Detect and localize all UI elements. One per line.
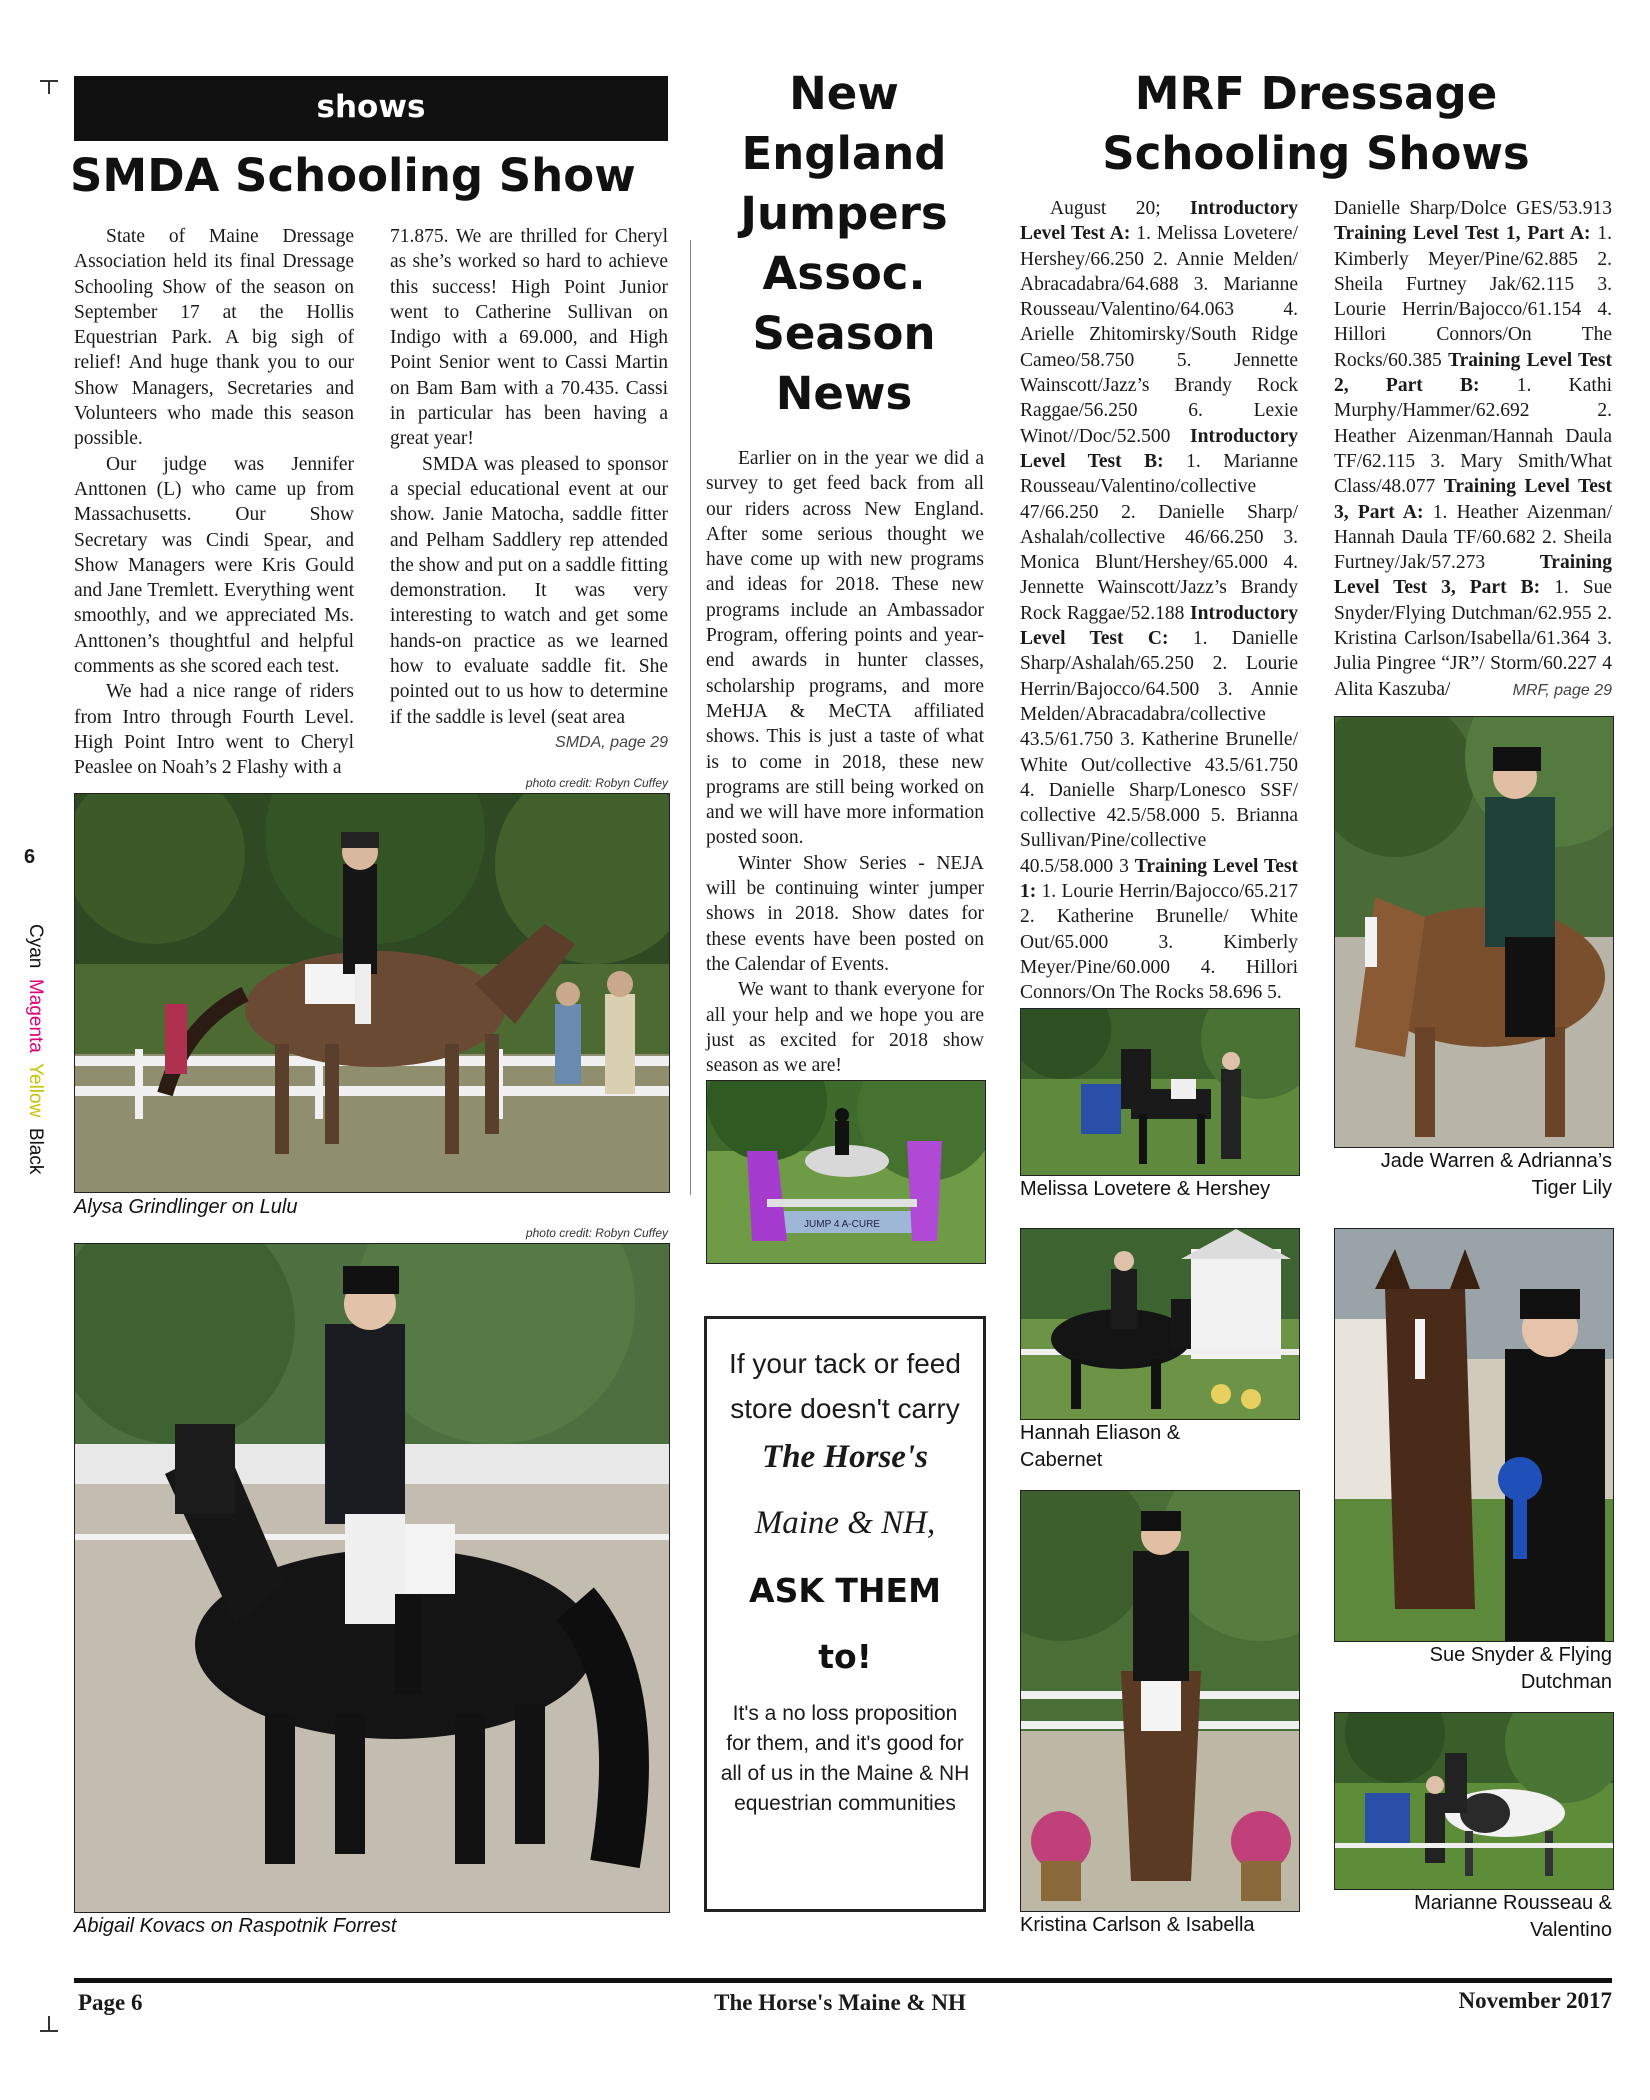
caption-abigail: Abigail Kovacs on Raspotnik Forrest — [74, 1915, 397, 1937]
color-cyan: Cyan — [25, 924, 46, 969]
color-registration-bar — [20, 924, 50, 1210]
caption-melissa: Melissa Lovetere & Hershey — [1020, 1178, 1271, 1200]
jump-sign-text: JUMP 4 A-CURE — [804, 1219, 880, 1230]
color-yellow: Yellow — [25, 1063, 46, 1118]
caption-alysa: Alysa Grindlinger on Lulu — [74, 1196, 298, 1218]
neja-headline-line: Season — [752, 307, 936, 360]
crop-mark-bottom-stem — [48, 2016, 50, 2030]
column-rule — [690, 240, 691, 1195]
section-label: shows — [316, 89, 426, 125]
caption-marianne: Marianne Rousseau & Valentino — [1414, 1892, 1612, 1941]
mrf-column-1 — [1020, 196, 1298, 1006]
ad-title2: Maine & NH, — [754, 1505, 936, 1541]
photo-neja-jump — [706, 1080, 986, 1264]
smda-paragraph: State of Maine Dressage Association held its final Dressage Schooling Show of the season on September 17 at the Hollis Equestrian Park. A big sigh of relief! And huge thank you to our Show Managers, Secretaries and Volunteers who made this season possible. — [74, 226, 354, 450]
ad-to: to! — [818, 1637, 872, 1676]
photo-abigail-raspotnik — [74, 1243, 670, 1913]
mrf-text: 1. Sue Snyder/Flying Dutchman/62.955 2. Kristina Carlson/Isabella/61.364 3. Julia Pingree “JR”/ Storm/60.227 4 Alita Kaszuba/ — [1334, 577, 1612, 700]
caption-hannah: Hannah Eliason & Cabernet — [1020, 1422, 1181, 1471]
neja-headline-line: England — [741, 127, 947, 180]
mrf-text: 1. Danielle Sharp/Ashalah/65.250 2. Lourie Herrin/Bajocco/64.500 3. Annie Melden/Abracadabra/collective 43.5/61.750 3. Katherine Brunelle/ White Out/collective 43.5/61.750 4. Danielle Sharp/Lonesco SSF/ collective 42.5/58.000 5. Brianna Sullivan/Pine/collective 40.5/58.000 3 — [1020, 628, 1298, 877]
footer-rule — [74, 1978, 1612, 1983]
footer-date: November 2017 — [1458, 1988, 1612, 2013]
crop-mark-bottom — [40, 2030, 58, 2032]
side-page-number: 6 — [24, 846, 36, 868]
crop-mark-top-stem — [48, 80, 50, 94]
mrf-headline-line: MRF Dressage — [1134, 67, 1498, 120]
neja-paragraph: Winter Show Series - NEJA will be continuing winter jumper shows in 2018. Show dates for these events have been posted on the Calendar of Events. — [706, 852, 984, 975]
photo-jade-tigerlily — [1334, 716, 1614, 1148]
color-black: Black — [25, 1127, 46, 1175]
neja-headline-line: Jumpers — [740, 187, 948, 240]
smda-headline: SMDA Schooling Show — [70, 149, 636, 202]
tack-store-ad — [704, 1316, 986, 1912]
smda-continued: SMDA, page 29 — [555, 734, 668, 751]
section-banner — [74, 76, 668, 141]
mrf-text: August 20; — [1050, 198, 1191, 219]
mrf-text: 1. Melissa Lovetere/ Hershey/66.250 2. Annie Melden/ Abracadabra/64.688 3. Marianne Rousseau/Valentino/64.063 4. Arielle Zhitomirsky/South Ridge Cameo/58.750 5. Jennette Wainscott/Jazz’s Brandy Rock Raggae/56.250 6. Lexie Winot//Doc/52.500 — [1020, 223, 1298, 447]
mrf-class: Training Level Test 3, Part A: — [1334, 476, 1612, 523]
smda-column-2 — [390, 224, 668, 730]
smda-paragraph: 71.875. We are thrilled for Cheryl as she’s worked so hard to achieve this success! High Point Junior went to Catherine Sullivan on Indigo with a 69.000, and High Point Senior went to Cassi Martin on Bam Bam with a 70.435. Cassi in particular has been having a great year! — [390, 226, 668, 450]
mrf-headline-line: Schooling Shows — [1102, 127, 1530, 180]
mrf-class: Training Level Test 3, Part B: — [1334, 552, 1612, 599]
smda-paragraph: SMDA was pleased to sponsor a special educational event at our show. Janie Matocha, saddle fitter and Pelham Saddlery rep attended the show and put on a saddle fitting demonstration. It was very interesting to watch and get some hands-on practice as we learned how to evaluate saddle fit. She pointed out to us how to determine if the saddle is level (seat area — [390, 453, 668, 728]
photo-credit-1: photo credit: Robyn Cuffey — [525, 776, 668, 790]
mrf-class: Training Level Test 2, Part B: — [1334, 349, 1613, 397]
photo-marianne-valentino — [1334, 1712, 1614, 1890]
ad-small: It's a no loss proposition for them, and it's good for all of us in the Maine & NH equestrian communities — [720, 1702, 970, 1815]
photo-melissa-hershey — [1020, 1008, 1300, 1176]
mrf-headline — [1016, 64, 1616, 184]
photo-kristina-isabella — [1020, 1490, 1300, 1912]
photo-sue-dutchman — [1334, 1228, 1614, 1642]
smda-column-1 — [74, 224, 354, 781]
mrf-text: 1. Lourie Herrin/Bajocco/65.217 2. Katherine Brunelle/ White Out/65.000 3. Kimberly Meyer/Pine/60.000 4. Hillori Connors/On The Rocks 58.696 5. — [1020, 881, 1298, 1004]
mrf-text: 1. Marianne Rousseau/Valentino/collective 47/66.250 2. Danielle Sharp/ Ashalah/collective 46/66.250 3. Monica Blunt/Hershey/65.000 4. Jennette Wainscott/Jazz’s Brandy Rock Raggae/52.188 — [1020, 450, 1298, 624]
smda-paragraph: We had a nice range of riders from Intro through Fourth Level. High Point Intro went to Cheryl Peaslee on Noah’s 2 Flashy with a — [74, 681, 354, 779]
neja-paragraph: We want to thank everyone for all your help and we hope you are just as excited for 2018 show season as we are! — [706, 979, 984, 1077]
neja-headline-line: New — [789, 67, 899, 120]
ad-line1: If your tack or feed store doesn't carry — [729, 1348, 961, 1424]
neja-paragraph: Earlier on in the year we did a survey to get feed back from all our riders across New England. After some serious thought we have come up with new programs and ideas for 2018. These new programs include an Ambassador Program, offering points and year- end awards in hunter classes, scholarship programs, and more MeHJA & MeCTA affiliated shows. This is just a taste of what is to come in 2018, these new programs are still being worked on and we will have more information posted soon. — [706, 448, 984, 849]
caption-jade: Jade Warren & Adrianna’s Tiger Lily — [1380, 1150, 1612, 1199]
mrf-class: Training Level Test 1, Part A: — [1334, 223, 1591, 245]
ad-title1: The Horse's — [762, 1439, 928, 1475]
mrf-class: Training Level Test 1: — [1020, 855, 1298, 903]
neja-headline-line: News — [775, 367, 913, 420]
smda-paragraph: Our judge was Jennifer Anttonen (L) who came up from Massachusetts. Our Show Secretary was Cindi Spear, and Show Managers were Kris Gould and Jane Tremlett. Everything went smoothly, and we appreciated Ms. Anttonen’s thoughtful and helpful comments as she scored each test. — [74, 453, 354, 678]
caption-sue: Sue Snyder & Flying Dutchman — [1429, 1644, 1612, 1693]
mrf-text: 1. Kimberly Meyer/Pine/62.885 2. Sheila Furtney Jak/62.115 3. Lourie Herrin/Bajocco/61.154 4. Hillori Connors/On The Rocks/60.385 — [1334, 223, 1613, 371]
mrf-text: Danielle Sharp/Dolce GES/53.913 — [1334, 198, 1612, 219]
mrf-column-2 — [1334, 196, 1612, 702]
mrf-continued: MRF, page 29 — [1512, 682, 1612, 699]
photo-hannah-cabernet — [1020, 1228, 1300, 1420]
caption-kristina: Kristina Carlson & Isabella — [1020, 1914, 1255, 1936]
mrf-text: 1. Heather Aizenman/ Hannah Daula TF/60.682 2. Sheila Furtney/Jak/57.273 — [1334, 501, 1612, 574]
neja-headline-line: Assoc. — [762, 247, 926, 300]
mrf-class: Introductory Level Test A: — [1020, 198, 1298, 245]
neja-headline — [704, 64, 984, 424]
ad-ask: ASK THEM — [749, 1571, 941, 1610]
mrf-text: 1. Kathi Murphy/Hammer/62.692 2. Heather Aizenman/Hannah Daula TF/62.115 3. Mary Smith/What Class/48.077 — [1334, 375, 1613, 498]
photo-alysa-lulu — [74, 793, 670, 1193]
color-magenta: Magenta — [25, 978, 46, 1053]
footer-page: Page 6 — [78, 1990, 143, 2015]
mrf-class: Introductory Level Test B: — [1020, 425, 1298, 472]
photo-credit-2: photo credit: Robyn Cuffey — [525, 1226, 668, 1240]
neja-body — [706, 446, 984, 1078]
mrf-class: Introductory Level Test C: — [1020, 602, 1298, 650]
footer-publication: The Horse's Maine & NH — [714, 1990, 966, 2015]
